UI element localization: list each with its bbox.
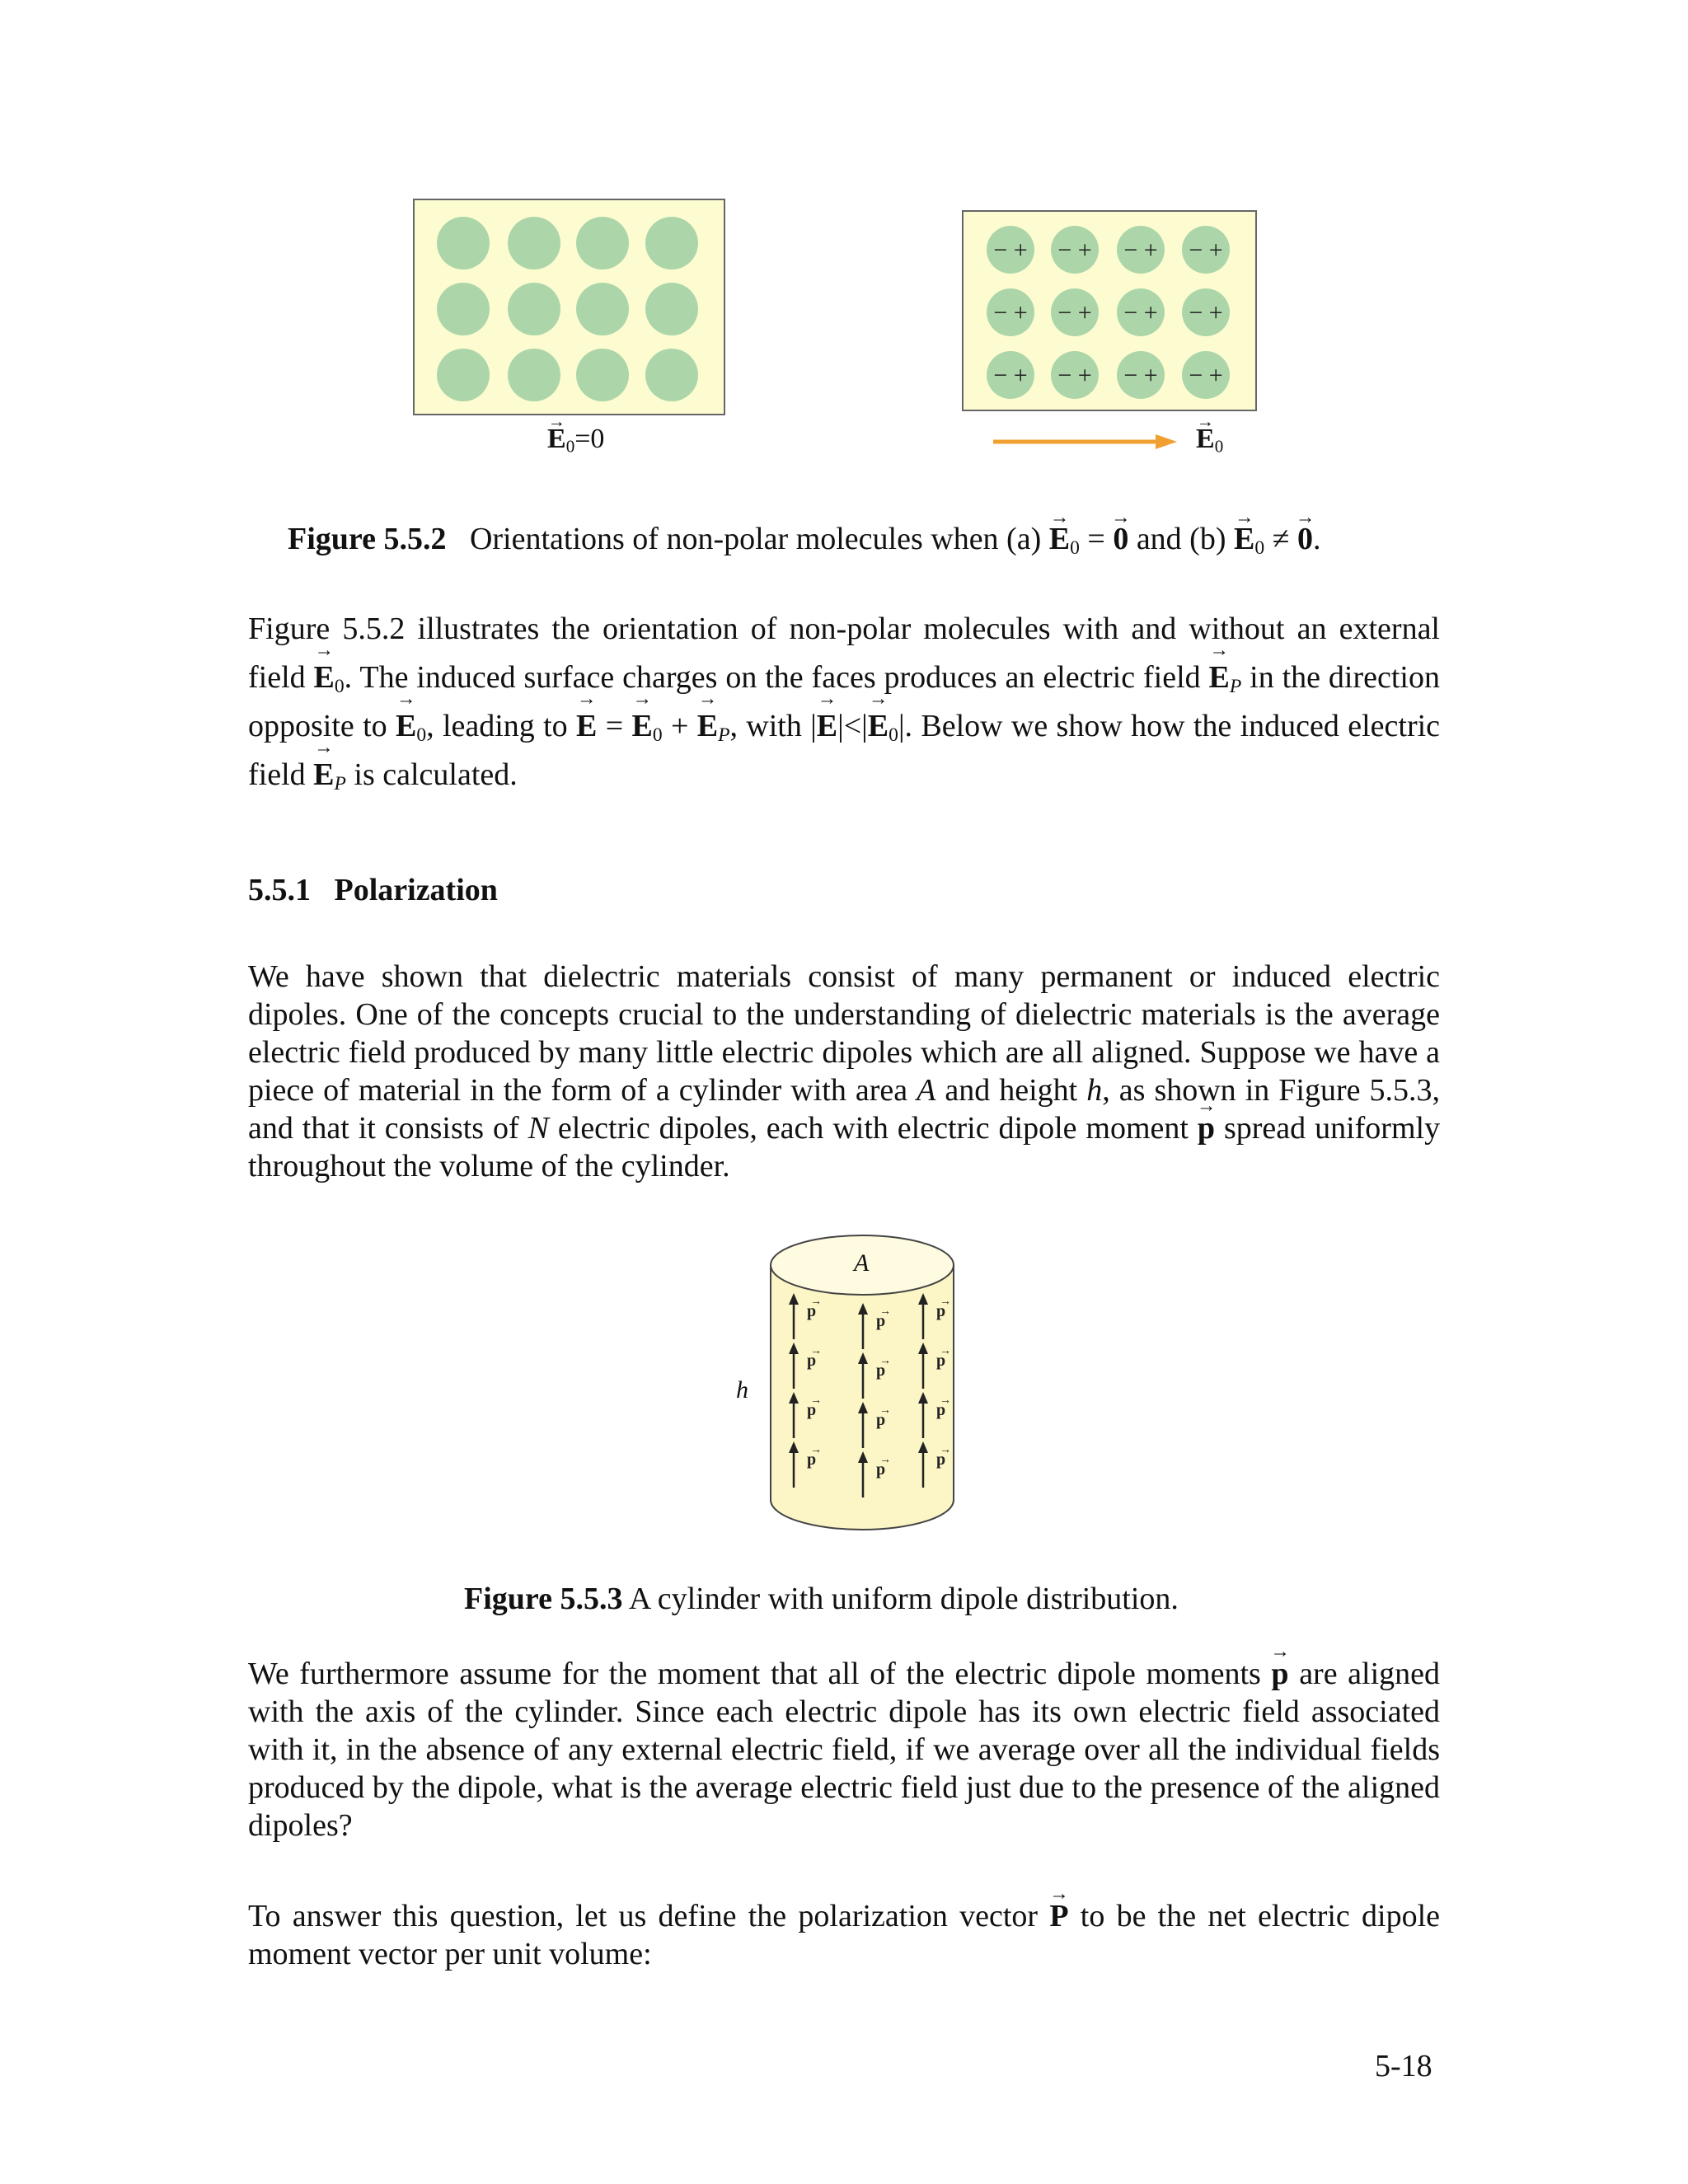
section-heading	[248, 872, 498, 908]
dipole-label: p	[936, 1451, 946, 1469]
dipole-label: p	[876, 1460, 886, 1479]
molecule	[576, 349, 629, 401]
molecule	[508, 217, 560, 269]
molecule	[645, 217, 698, 269]
vector-arrow-mark: →	[940, 1444, 951, 1456]
dipole-label: p	[936, 1352, 946, 1370]
paragraph-1: Figure 5.5.2 illustrates the orientation of non-polar molecules with and without an external field → $E_0$. The induced surface charges on the faces produces an electric field → $E_P$ in the direction opposite to → $E_0$, leading to → E = → $E_0$ + → $E_P$, with |→ $E|<|\to E_0|$. Below we show how the induced electric field → $E_P$ is calculated.	[248, 605, 1440, 799]
dipole-label: p	[807, 1401, 817, 1419]
molecule	[437, 349, 490, 401]
dipole-label: p	[936, 1401, 946, 1419]
e-vector: → E	[547, 424, 566, 455]
dipole-label: p	[807, 1451, 817, 1469]
molecule-charge-label: − +	[1057, 237, 1092, 264]
molecule-charge-label: − +	[993, 237, 1028, 264]
figure-5-5-2-caption: Figure 5.5.2 Orientations of non-polar molecules when $(a) \to E_0$ = → 0 and $(b) \to E_0$ ≠ → 0.	[288, 521, 1321, 557]
molecule-charge-label: − +	[1057, 299, 1092, 326]
field-arrow-head	[1156, 434, 1177, 449]
vector-arrow-mark: →	[810, 1345, 822, 1357]
molecule	[508, 349, 560, 401]
figure-5-5-3-caption	[464, 1581, 1179, 1617]
dipole-label: p	[876, 1361, 886, 1380]
vector-arrow-mark: →	[810, 1444, 822, 1456]
dipole-label: p	[936, 1302, 946, 1320]
molecule	[576, 283, 629, 335]
molecule-charge-label: − +	[1123, 362, 1158, 389]
molecule-charge-label: − +	[993, 362, 1028, 389]
caption-label: Figure 5.5.2	[288, 522, 447, 556]
molecule-charge-label: − +	[1189, 237, 1223, 264]
paragraph-4: To answer this question, let us define the polarization vector → P to be the net electric dipole moment vector per unit volume:	[248, 1897, 1440, 1973]
vector-arrow-mark: →	[879, 1355, 891, 1367]
vector-arrow-mark: →	[940, 1345, 951, 1357]
paragraph-3: We furthermore assume for the moment that all of the electric dipole moments → p are aligned with the axis of the cylinder. Since each electric dipole has its own electric field associated with it, in the absence of any external electric field, if we average over all the individual fields produced by the dipole, what is the average electric field just due to the presence of the aligned dipoles?	[248, 1655, 1440, 1844]
vector-arrow-mark: →	[879, 1305, 891, 1318]
molecule-charge-label: − +	[993, 299, 1028, 326]
caption-text: Orientations of non-polar molecules when (a)	[469, 522, 1042, 556]
molecule-charge-label: − +	[1123, 299, 1158, 326]
dipole-label: p	[876, 1312, 886, 1330]
e-vector: → E	[1196, 424, 1215, 455]
molecule	[645, 349, 698, 401]
molecule	[645, 283, 698, 335]
figure-5-5-2	[0, 0, 1688, 527]
vector-arrow-mark: →	[940, 1394, 951, 1407]
cylinder-height-label: h	[736, 1376, 748, 1404]
molecule-charge-label: − +	[1123, 237, 1158, 264]
caption-text: A cylinder with uniform dipole distribution.	[628, 1582, 1179, 1616]
panel-b-label: → $E_0$	[1196, 424, 1223, 455]
molecule-charge-label: − +	[1189, 362, 1223, 389]
molecule	[576, 217, 629, 269]
dipole-label: p	[876, 1411, 886, 1429]
vector-arrow-mark: →	[940, 1296, 951, 1308]
dipole-label: p	[807, 1302, 817, 1320]
molecule	[508, 283, 560, 335]
paragraph-2: We have shown that dielectric materials consist of many permanent or induced electric dipoles. One of the concepts crucial to the understanding of dielectric materials is the average electric field produced by many little electric dipoles which are all aligned. Suppose we have a piece of material in the form of a cylinder with area A and height h, as shown in Figure 5.5.3, and that it consists of N electric dipoles, each with electric dipole moment → p spread uniformly throughout the volume of the cylinder.	[248, 958, 1440, 1185]
vector-arrow-mark: →	[879, 1454, 891, 1466]
vector-arrow-mark: →	[810, 1296, 822, 1308]
molecule	[437, 283, 490, 335]
vector-arrow-mark: →	[810, 1394, 822, 1407]
molecule	[437, 217, 490, 269]
page-number: 5-18	[1375, 2049, 1432, 2083]
section-number: 5.5.1	[248, 873, 311, 907]
caption-label: Figure 5.5.3	[464, 1582, 623, 1616]
vector-arrow-mark: →	[879, 1404, 891, 1417]
molecule-charge-label: − +	[1057, 362, 1092, 389]
panel-a-label: → $E_0=0$	[547, 424, 604, 455]
figure-5-5-3	[709, 1220, 989, 1549]
cylinder-area-label: A	[854, 1249, 870, 1277]
dipole-label: p	[807, 1352, 817, 1370]
section-title: Polarization	[334, 873, 498, 907]
molecule-charge-label: − +	[1189, 299, 1223, 326]
